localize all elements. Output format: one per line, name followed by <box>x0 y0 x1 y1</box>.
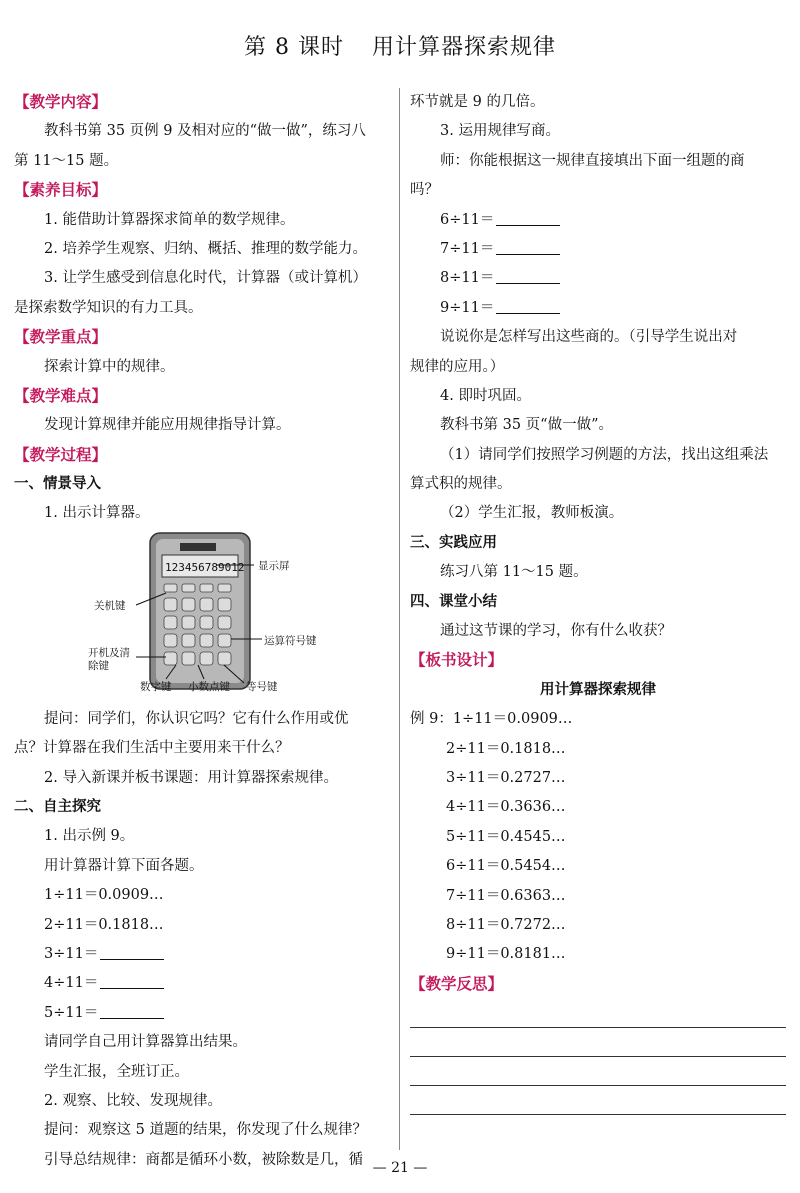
equation-blank-line <box>14 999 392 1028</box>
equation-text: 5÷11＝ <box>44 1004 99 1021</box>
explore-line: 用计算器计算下面各题。 <box>44 857 204 874</box>
answer-blank <box>100 1003 164 1019</box>
label-digit-keys: 数字键 <box>140 680 172 693</box>
equation-text: 6÷11＝ <box>440 211 495 228</box>
section-practice-heading: 三、实践应用 <box>410 534 497 551</box>
explore-line: 引导总结规律：商都是循环小数，被除数是几，循 <box>44 1151 363 1168</box>
section-intro-heading: 一、情景导入 <box>14 476 101 493</box>
board-design-heading: 【板书设计】 <box>410 651 504 670</box>
equation-blank-line <box>410 206 786 235</box>
label-screen: 显示屏 <box>258 559 290 572</box>
intro-step: 2. 导入新课并板书课题：用计算器探索规律。 <box>44 769 338 786</box>
difficulty-line: 发现计算规律并能应用规律指导计算。 <box>44 417 291 434</box>
equation-line: 1÷11＝0.0909… <box>44 887 164 904</box>
reflection-writing-line <box>410 1028 786 1057</box>
equation-blank-line <box>410 264 786 293</box>
goal-line: 是探索数学知识的有力工具。 <box>14 299 203 316</box>
left-column <box>14 88 392 1175</box>
content-line: 第 11～15 题。 <box>14 152 119 169</box>
board-row: 5÷11＝0.4545… <box>446 828 566 845</box>
text-line: 4. 即时巩固。 <box>440 387 531 404</box>
equation-text: 9÷11＝ <box>440 299 495 316</box>
label-decimal-key: 小数点键 <box>188 680 230 693</box>
board-row: 例 9：1÷11＝0.0909… <box>410 711 573 728</box>
explore-line: 学生汇报，全班订正。 <box>44 1063 189 1080</box>
reflection-writing-line <box>410 1057 786 1086</box>
section-summary-heading: 四、课堂小结 <box>410 593 497 610</box>
question-line: 点？计算器在我们生活中主要用来干什么？ <box>14 740 290 757</box>
board-row: 3÷11＝0.2727… <box>446 769 566 786</box>
board-row: 9÷11＝0.8181… <box>446 946 566 963</box>
text-line: 算式积的规律。 <box>410 476 512 493</box>
reflection-writing-line <box>410 999 786 1028</box>
question-line: 提问：同学们，你认识它吗？它有什么作用或优 <box>44 710 349 727</box>
goals-heading: 【素养目标】 <box>14 181 108 200</box>
label-off-key: 关机键 <box>94 599 126 612</box>
key-point-line: 探索计算中的规律。 <box>44 358 175 375</box>
explore-line: 请同学自己用计算器算出结果。 <box>44 1034 247 1051</box>
display-digits: 123456789012 <box>165 560 245 574</box>
calculator-figure <box>84 529 334 705</box>
summary-line: 通过这节课的学习，你有什么收获？ <box>440 623 672 640</box>
board-row: 4÷11＝0.3636… <box>446 799 566 816</box>
text-line: 规律的应用。） <box>410 358 505 375</box>
text-line: 环节就是 9 的几倍。 <box>410 94 545 110</box>
board-row: 6÷11＝0.5454… <box>446 858 566 875</box>
answer-blank <box>100 944 164 960</box>
lesson-topic: 用计算器探索规律 <box>371 35 556 60</box>
column-divider <box>399 88 400 1150</box>
right-column <box>410 88 786 1115</box>
lesson-number: 第 8 课时 <box>244 35 344 60</box>
text-line: 师：你能根据这一规律直接填出下面一组题的商 <box>440 152 745 169</box>
section-explore-heading: 二、自主探究 <box>14 799 101 816</box>
equation-blank-line <box>14 940 392 969</box>
equation-blank-line <box>410 294 786 323</box>
equation-text: 4÷11＝ <box>44 975 99 992</box>
board-row: 2÷11＝0.1818… <box>446 740 566 757</box>
reflection-heading: 【教学反思】 <box>410 974 504 993</box>
reflection-writing-line <box>410 1086 786 1115</box>
text-line: （2）学生汇报，教师板演。 <box>440 505 624 522</box>
text-line: 说说你是怎样写出这些商的。（引导学生说出对 <box>440 329 738 346</box>
goal-line: 3. 让学生感受到信息化时代，计算器（或计算机） <box>44 270 367 287</box>
text-line: 3. 运用规律写商。 <box>440 123 560 140</box>
equation-text: 7÷11＝ <box>440 240 495 257</box>
board-title: 用计算器探索规律 <box>540 681 656 698</box>
label-operator-keys: 运算符号键 <box>264 634 317 647</box>
answer-blank <box>496 239 560 255</box>
answer-blank <box>496 268 560 284</box>
text-line: 吗？ <box>410 182 439 199</box>
intro-step: 1. 出示计算器。 <box>44 505 150 522</box>
board-row: 7÷11＝0.6363… <box>446 887 566 904</box>
content-heading: 【教学内容】 <box>14 93 108 111</box>
practice-line: 练习八第 11～15 题。 <box>440 564 588 581</box>
label-equal-key: 等号键 <box>246 680 278 693</box>
answer-blank <box>496 210 560 226</box>
explore-line: 2. 观察、比较、发现规律。 <box>44 1092 222 1109</box>
page-number: — 21 — <box>372 1160 428 1176</box>
process-heading: 【教学过程】 <box>14 445 108 464</box>
content-line: 教科书第 35 页例 9 及相对应的“做一做”，练习八 <box>44 123 366 140</box>
explore-line: 提问：观察这 5 道题的结果，你发现了什么规律？ <box>44 1122 367 1139</box>
text-line: （1）请同学们按照学习例题的方法，找出这组乘法 <box>440 446 769 463</box>
answer-blank <box>100 973 164 989</box>
difficulty-heading: 【教学难点】 <box>14 386 108 405</box>
equation-line: 2÷11＝0.1818… <box>44 916 164 933</box>
explore-line: 1. 出示例 9。 <box>44 828 135 845</box>
equation-blank-line <box>14 969 392 998</box>
key-points-heading: 【教学重点】 <box>14 328 108 347</box>
board-row: 8÷11＝0.7272… <box>446 916 566 933</box>
goal-line: 2. 培养学生观察、归纳、概括、推理的数学能力。 <box>44 240 367 257</box>
equation-text: 8÷11＝ <box>440 270 495 287</box>
equation-text: 3÷11＝ <box>44 945 99 962</box>
goal-line: 1. 能借助计算器探求简单的数学规律。 <box>44 211 295 228</box>
answer-blank <box>496 298 560 314</box>
text-line: 教科书第 35 页“做一做”。 <box>440 417 613 434</box>
page-title <box>0 30 800 61</box>
label-on-clear-key: 开机及清除键 <box>88 646 130 672</box>
equation-blank-line <box>410 235 786 264</box>
